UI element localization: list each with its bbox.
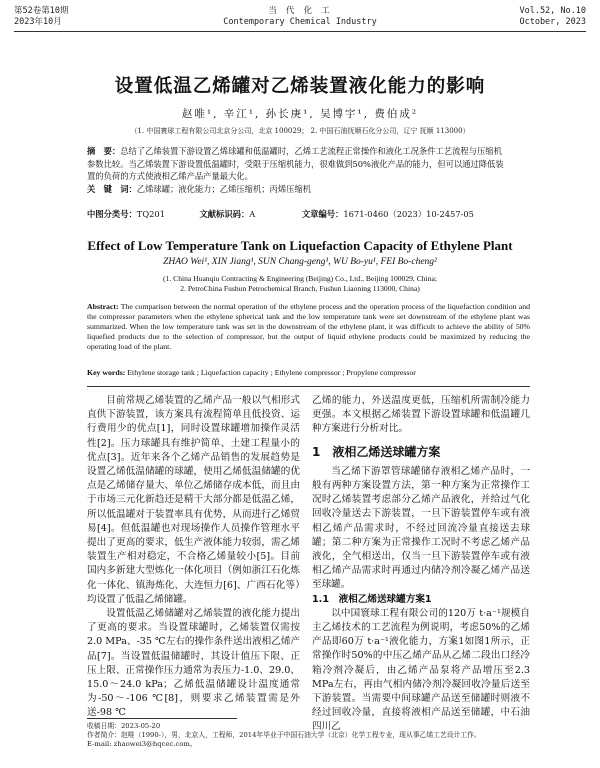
affiliation-cn: （1. 中国寰球工程有限公司北京分公司，北京 100029； 2. 中国石油抚顺石化分公司，辽宁 抚顺 113000） [130, 127, 470, 135]
article-id-label: 文章编号： [301, 209, 344, 219]
abstract-en-text: The comparison between the normal operation of the ethylene process and the operation process of the liquefaction condition and the compressor parameters when the ethylene spherical tank and the low temperature tank were set downstream of the ethylene plant was summarized. When the low temperature tank was set in the downstream of the ethylene plant, it was difficult to achieve the ability of 50% liquefied products due to the selection of compressor, but the output of liquid ethylene products could be maximized by reducing the operating load of the plant. [87, 302, 530, 351]
abstract-en [87, 302, 530, 352]
journal-date-en: October, 2023 [519, 17, 586, 27]
paper-title-cn: 设置低温乙烯罐对乙烯装置液化能力的影响 [114, 76, 486, 97]
clc-value: TQ201 [136, 209, 165, 219]
header-center [14, 6, 586, 28]
body-paragraph: 乙烯的能力，外送温度更低，压缩机所需制冷能力更强。本文根据乙烯装置下游设置球罐和低温罐几种方案进行分析对比。 [312, 395, 530, 435]
authors-cn: 赵唯¹, 辛江¹, 孙长庚¹, 吴博宇¹, 费伯成² [181, 108, 419, 120]
abstract-divider [87, 386, 530, 387]
body-paragraph: 以中国寰球工程有限公司的120万 t·a⁻¹规模自主乙烯技术的工艺流程为例说明，考虑50%的乙烯产品即60万 t·a⁻¹液化能力，方案1如图1所示，正常操作时50%的中压乙烯产品从乙烯二段出口经冷箱冷剂冷凝后，由乙烯产品泵将产品增压至2.3 MPa左右，再由气相内储冷剂冷凝回收冷量后送至下游装置。当需要中间球罐产品送至储罐时则液不经过回收冷量，直接将液相产品送至储罐，中石油四川乙 [312, 607, 530, 733]
header-divider [14, 31, 586, 32]
footnote-divider [87, 718, 237, 719]
doc-code-label: 文献标识码： [199, 209, 250, 219]
article-id-value: 1671-0460（2023）10-2457-05 [343, 209, 474, 219]
abstract-en-label: Abstract: [87, 302, 119, 311]
abstract-cn-label: 摘 要： [87, 146, 121, 156]
journal-date: 2023年10月 [14, 17, 62, 27]
keywords-en-label: Key words: [87, 368, 126, 377]
clc-label: 中图分类号： [87, 209, 137, 219]
abstract-cn [87, 145, 507, 195]
journal-name-en: Contemporary Chemical Industry [223, 17, 377, 27]
keywords-en [87, 368, 537, 377]
doc-code-value: A [249, 209, 256, 219]
authors-en: ZHAO Wei¹, XIN Jiang¹, SUN Chang-geng¹, WU Bo-yu¹, FEI Bo-cheng² [163, 257, 437, 267]
keywords-en-text: Ethylene storage tank ; Liquefaction capacity ; Ethylene compressor ; Propylene compressor [127, 368, 416, 377]
affiliation-en-line2: 2. PetroChina Fushun Petrochemical Branch, Fushun Liaoning 113000, China) [180, 284, 420, 293]
footnote [87, 722, 537, 749]
body-column-left [87, 394, 300, 721]
subsection-heading-1-1: 1.1 液相乙烯送球罐方案1 [312, 593, 432, 605]
running-header [14, 6, 586, 34]
affiliation-en-line1: (1. China Huanqiu Contracting & Engineering (Beijing) Co., Ltd., Beijing 100029, China; [163, 274, 437, 283]
header-right [519, 6, 586, 28]
body-paragraph: 目前常规乙烯装置的乙烯产品一般以气相形式直供下游装置，该方案具有流程简单且低投资、运行费用少的优点[1]，同时设置球罐增加操作灵活性[2]。压力球罐具有维护简单、土建工程量小的优点[3]。近年来各个乙烯产品销售的发展趋势是设置乙烯低温储罐的球罐，使用乙烯低温储罐的优点是乙烯储存量大、单位乙烯储存成本低，而且由于市场三元化新趋还是精干大部分都是低温乙烯，所以低温罐对于装置率具有优势，从而进行乙烯贸易[4]。但低温罐也对现场操作人员操作管理水平提出了更高的要求，低生产液体能力较弱，需乙烯装置生产相对稳定，不合格乙烯量较小[5]。目前国内多新建大型炼化一体化项目（例如浙江石化炼化一体化、镇海炼化、大连恒力[6]、广西石化等）均设置了低温乙烯储罐。 [87, 395, 300, 605]
journal-volume: 第52卷第10期 [14, 6, 69, 16]
keywords-cn-text: 乙烯球罐；液化能力；乙烯压缩机；丙烯压缩机 [136, 183, 312, 194]
footnote-received: 收稿日期：2023-05-20 [87, 722, 161, 730]
footnote-author: 作者简介：赵唯（1990-），男，北京人，工程师，2014年毕业于中国石油大学（北京）化学工程专业，现从事乙烯工艺设计工作。 [87, 731, 481, 739]
paper-title-en: Effect of Low Temperature Tank on Liquefaction Capacity of Ethylene Plant [87, 238, 513, 253]
body-paragraph: 设置低温乙烯储罐对乙烯装置的液化能力提出了更高的要求。当设置球罐时，乙烯装置仅需按2.0 MPa、-35 ℃左右的操作条件送出液相乙烯产品[7]。当设置低温储罐时，其设计值压下限、正压上限、正常操作压力通常为表压力-1.0、29.0、15.0～24.0 kPa；乙烯低温储罐设计温度通常为-50～-106 ℃[8]，则要求乙烯装置需是外送-98 ℃ [87, 608, 301, 719]
classification-line [87, 208, 527, 220]
journal-name-cn: 当 代 化 工 [268, 6, 332, 16]
section-heading-1: 1 液相乙烯送球罐方案 [312, 444, 441, 459]
body-paragraph: 当乙烯下游罩管球罐储存液相乙烯产品时，一般有两种方案设置方法，第一种方案为正常操作工况时乙烯装置考虑部分乙烯产品液化，并给过气化回收冷量送去下游装置，一旦下游装置停车或有液相乙烯产品需求时，不经过回流冷量直接送去球罐；第二种方案为正常操作工况时不考虑乙烯产品液化，全气相送出，仅当一旦下游装置停车或有液相乙烯产品需求时再通过内储冷剂冷凝乙烯产品送至球罐。 [312, 465, 530, 591]
keywords-cn-label: 关 键 词： [87, 183, 137, 194]
abstract-cn-text: 总结了乙烯装置下游设置乙烯球罐和低温罐时，乙烯工艺流程正常操作和液化工况条件工艺流程与压缩机参数比较。当乙烯装置下游设置低温罐时，受限于压缩机能力，很难做到50%液化产品的能力，但可以通过降低装置的负荷的方式使液相乙烯产品产量最大化。 [87, 146, 504, 181]
journal-volume-en: Vol.52, No.10 [519, 6, 586, 16]
affiliation-en [0, 274, 600, 294]
footnote-email: E-mail: zhaowei3@hqcec.com。 [87, 740, 197, 748]
body-column-right [312, 394, 530, 735]
